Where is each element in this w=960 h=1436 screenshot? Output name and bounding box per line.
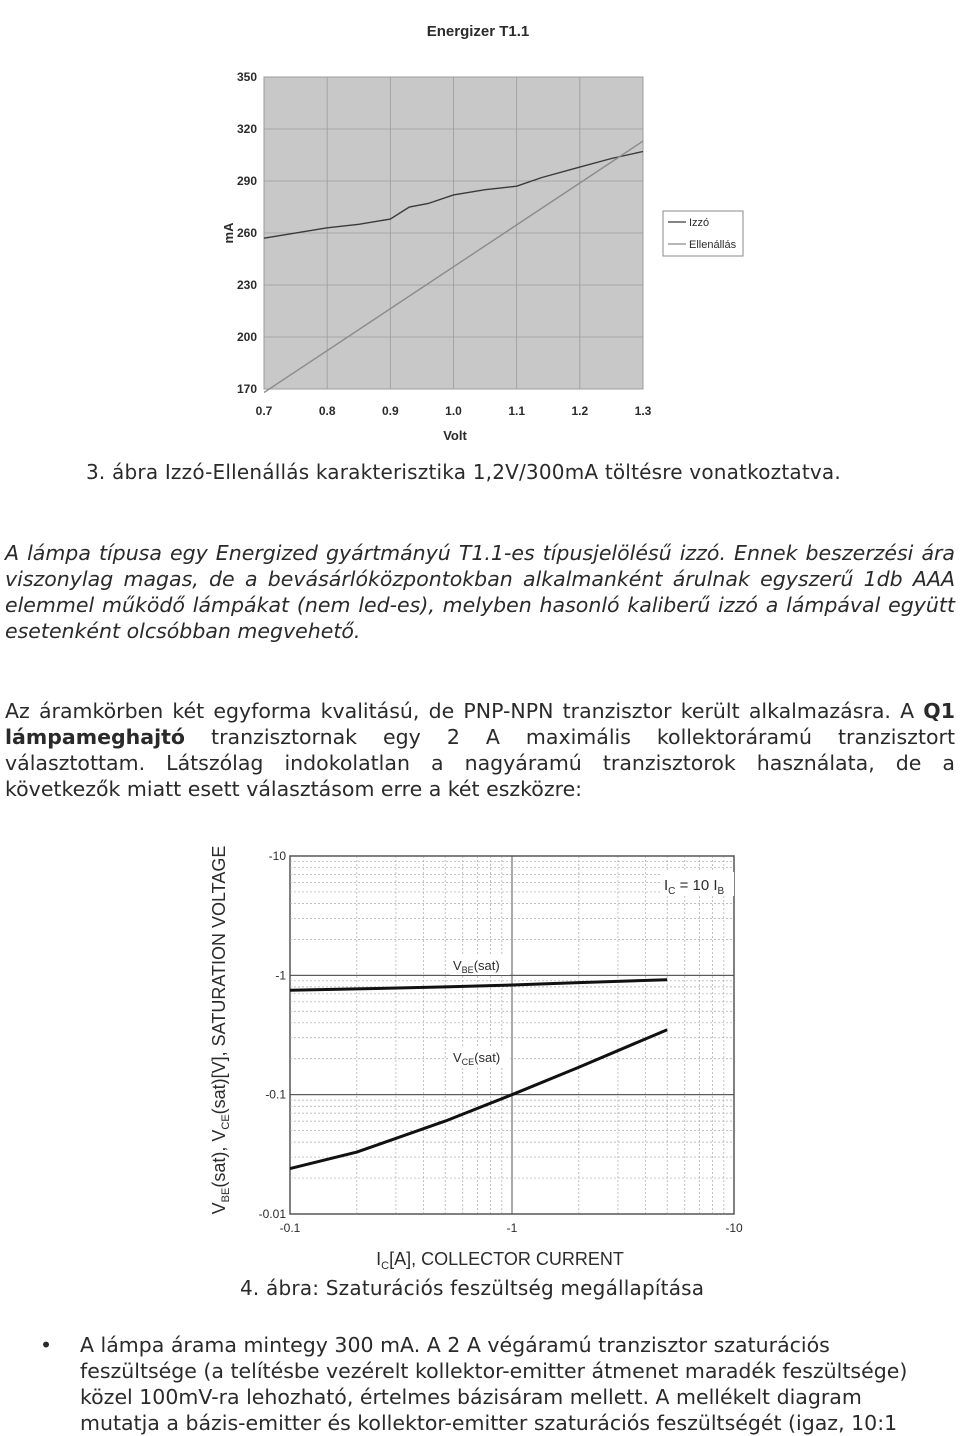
figure4-caption: 4. ábra: Szaturációs feszültség megállapítása [240,1276,705,1300]
c2-xlabel-sub0: C [381,1260,390,1272]
c2-x-tick-label: -0.1 [279,1221,301,1235]
c2-grid [290,856,734,1214]
c2-series [290,980,667,1169]
list-item: • A lámpa árama mintegy 300 mA. A 2 A végáramú tranzisztor szaturációs feszültsége (a telítésbe vezérelt kollektor-emitter átmenet maradék feszültsége) közel 100mV-ra lehozható, értelmes bázisáram mellett. A mellékelt diagram mutatja a bázis-emitter és kollektor-emitter szaturációs feszültségét (igaz, 10:1 [40,1332,940,1436]
chart2-vbe-label [453,958,500,975]
c2-xlabel-part0: I [376,1249,382,1269]
c2-ylabel-part2: (sat)[V], SATURATION VOLTAGE [209,845,229,1115]
c1-x-tick-label: 0.8 [318,404,336,418]
c1-x-tick-label: 1.3 [634,404,652,418]
c2-vbe-sub0: BE [461,965,474,975]
c1-y-tick-label: 350 [236,70,257,84]
c1-y-tick-label: 200 [236,330,257,344]
c2-annot-sub0: C [668,886,676,897]
c2-vce-part1: (sat) [474,1050,501,1065]
figure4-chart [195,828,765,1273]
c2-vce-part0: V [453,1050,462,1065]
legend-label-izzo: Izzó [689,217,710,229]
paragraph-lamp-type: A lámpa típusa egy Energized gyártmányú T1.1-es típusjelölésű izzó. Ennek beszerzési ára viszonylag magas, de a bevásárlóközpontokban alkalmanként árulnak egyszerű 1db AAA elemmel működő lámpákat (nem led-es), melyben hasonló kaliberű izzó a lámpával együtt esetenként olcsóbban megvehető. [5,541,955,643]
legend-label-ellenallas: Ellenállás [689,239,737,251]
c1-x-tick-label: 1.1 [508,404,526,418]
c2-annot-part1: = 10 I [675,877,718,894]
paragraph-transistors-post: tranzisztornak egy 2 A maximális kollektoráramú tranzisztort választottam. Látszólag indokolatlan a nagyáramú tranzisztorok használata, de a következők miatt esett választásom erre a két eszközre: [5,725,955,801]
c2-series-line-0 [290,980,667,991]
chart1-y-axis-label: mA [221,222,236,244]
figure3-chart [195,0,737,450]
c2-vbe-part1: (sat) [473,958,500,973]
figure3-caption: 3. ábra Izzó-Ellenállás karakterisztika 1,2V/300mA töltésre vonatkoztatva. [86,460,841,484]
paragraph-transistors-pre: Az áramkörben két egyforma kvalitású, de PNP-NPN tranzisztor került alkalmazásra. A [5,699,924,723]
c1-x-tick-label: 0.7 [255,404,273,418]
c2-x-tick-label: -10 [725,1221,743,1235]
chart1-legend [663,211,743,256]
c1-x-tick-label: 0.9 [381,404,399,418]
c2-y-tick-label: -0.01 [258,1207,286,1221]
chart2-vce-label [453,1050,500,1067]
c1-y-tick-label: 290 [236,174,257,188]
c2-ticks [259,849,743,1235]
c2-ylabel-sub0: BE [220,1187,232,1203]
c2-y-tick-label: -10 [268,849,286,863]
c2-xlabel-part1: [A], COLLECTOR CURRENT [389,1249,624,1269]
c1-y-tick-label: 260 [236,226,257,240]
c2-vce-sub0: CE [461,1057,475,1067]
c1-y-tick-label: 320 [236,122,257,136]
c2-x-tick-label: -1 [506,1221,518,1235]
chart1-title: Energizer T1.1 [426,23,530,40]
c2-y-tick-label: -0.1 [265,1087,286,1102]
paragraph-transistors-bold: Q1 lámpameghajtó [5,699,955,749]
c1-x-tick-label: 1.2 [571,404,589,418]
c2-ylabel-sub1: CE [220,1114,232,1130]
chart1-x-axis-label: Volt [443,428,467,443]
c1-y-tick-label: 230 [236,278,257,292]
c2-annot-part0: I [664,877,669,894]
c2-annot-sub1: B [717,886,725,897]
chart2-y-axis-label [209,846,232,1215]
bullet-list [40,1332,940,1436]
c2-ylabel-part1: (sat), V [209,1129,229,1188]
c1-y-tick-label: 170 [236,382,257,396]
chart2-x-axis-label [376,1249,624,1272]
c2-vbe-part0: V [453,958,462,973]
c2-y-tick-label: -1 [275,968,286,983]
paragraph-transistors [5,698,955,802]
c1-x-tick-label: 1.0 [445,404,462,418]
c2-ylabel-part0: V [209,1202,229,1215]
